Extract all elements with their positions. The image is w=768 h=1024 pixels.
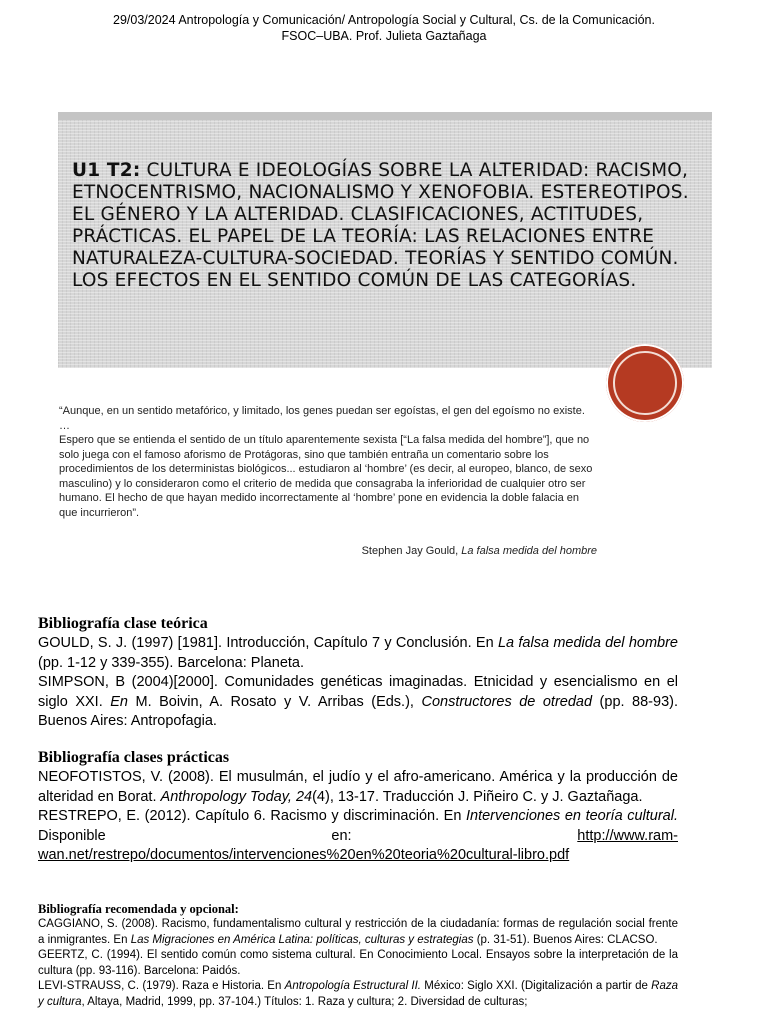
slide-title-text: CULTURA E IDEOLOGÍAS SOBRE LA ALTERIDAD: RACISMO, ETNOCENTRISMO, NACIONALISMO Y XENOFOBIA. ESTEREOTIPOS. EL GÉNERO Y LA ALTERIDAD. CLASIFICACIONES, ACTITUDES, PRÁCTICAS. EL PAPEL DE LA TEORÍA: LAS RELACIONES ENTRE NATURALEZA-CULTURA-SOCIEDAD. TEORÍAS Y SENTIDO COMÚN. LOS EFECTOS EN EL SENTIDO COMÚN DE LAS CATEGORÍAS.: [72, 160, 689, 291]
bibliography-teorica: [38, 614, 678, 732]
recomendada-entry-levi-strauss: LEVI-STRAUSS, C. (1979). Raza e Historia. En Antropología Estructural II. México: Siglo XXI. (Digitalización a partir de Raza y cultura, Altaya, Madrid, 1999, pp. 37-104.) Títulos: 1. Raza y cultura; 2. Diversidad de culturas;: [38, 980, 678, 1008]
bibliography-recomendada: [38, 902, 678, 1010]
decorative-circle-icon: [606, 344, 684, 422]
quote-ellipsis: …: [59, 419, 70, 432]
header-line-1: 29/03/2024 Antropología y Comunicación/ Antropología Social y Cultural, Cs. de la Comunicación.: [113, 13, 655, 27]
practicas-entry-neofotistos: NEOFOTISTOS, V. (2008). El musulmán, el judío y el afro-americano. América y la producción de alteridad en Borat. Anthropology Today, 24(4), 13-17. Traducción J. Piñeiro C. y J. Gaztañaga.: [38, 769, 678, 805]
teorica-heading: Bibliografía clase teórica: [38, 615, 208, 632]
slide-title-label: U1 T2:: [72, 160, 141, 181]
practicas-entry-restrepo: RESTREPO, E. (2012). Capítulo 6. Racismo y discriminación. En Intervenciones en teoría cultural. Disponible en: http://www.ram-wan.net/restrepo/documentos/intervenciones%20en%20teoria%20cultural-libro.pdf: [38, 808, 678, 863]
slide-top-strip: [58, 112, 712, 120]
teorica-entry-gould: GOULD, S. J. (1997) [1981]. Introducción, Capítulo 7 y Conclusión. En La falsa medida del hombre (pp. 1-12 y 339-355). Barcelona: Planeta.: [38, 635, 678, 671]
quote-paragraph-1: “Aunque, en un sentido metafórico, y limitado, los genes puedan ser egoístas, el gen del egoísmo no existe.: [59, 405, 585, 417]
bibliography-practicas: [38, 748, 678, 866]
recomendada-heading: Bibliografía recomendada y opcional:: [38, 902, 239, 916]
epigraph-quote: [59, 404, 599, 520]
quote-author: Stephen Jay Gould,: [361, 545, 462, 557]
restrepo-link[interactable]: http://www.ram-wan.net/restrepo/documentos/intervenciones%20en%20teoria%20cultural-libro.pdf: [38, 827, 678, 863]
teorica-entry-simpson: SIMPSON, B (2004)[2000]. Comunidades genéticas imaginadas. Etnicidad y esencialismo en el siglo XXI. En M. Boivin, A. Rosato y V. Arribas (Eds.), Constructores de otredad (pp. 88-93). Buenos Aires: Antropofagia.: [38, 674, 678, 729]
recomendada-entry-caggiano: CAGGIANO, S. (2008). Racismo, fundamentalismo cultural y restricción de la ciudadanía: formas de regulación social frente a inmigrantes. En Las Migraciones en América Latina: políticas, culturas y estrategias (p. 31-51). Buenos Aires: CLACSO.: [38, 918, 678, 946]
quote-work: La falsa medida del hombre: [461, 545, 597, 557]
practicas-heading: Bibliografía clases prácticas: [38, 749, 230, 766]
quote-attribution: [59, 545, 597, 557]
quote-paragraph-2: Espero que se entienda el sentido de un título aparentemente sexista [“La falsa medida del hombre”], que no solo juega con el famoso aforismo de Protágoras, sino que también entraña un comentario sobre los procedimientos de los deterministas biológicos... estudiaron al ‘hombre’ (es decir, al europeo, blanco, de sexo masculino) y lo consideraron como el criterio de medida que consagraba la inferioridad de cualquier otro ser humano. El hecho de que hayan medido incorrectamente al ‘hombre’ pone en evidencia la doble falacia en que incurrieron”.: [59, 434, 593, 519]
circle-ring: [613, 351, 677, 415]
page-header: [0, 12, 768, 44]
slide-title: [72, 160, 698, 292]
recomendada-entry-geertz: GEERTZ, C. (1994). El sentido común como sistema cultural. En Conocimiento Local. Ensayos sobre la interpretación de la cultura (pp. 93-116). Barcelona: Paidós.: [38, 949, 678, 977]
header-line-2: FSOC–UBA. Prof. Julieta Gaztañaga: [281, 29, 487, 43]
